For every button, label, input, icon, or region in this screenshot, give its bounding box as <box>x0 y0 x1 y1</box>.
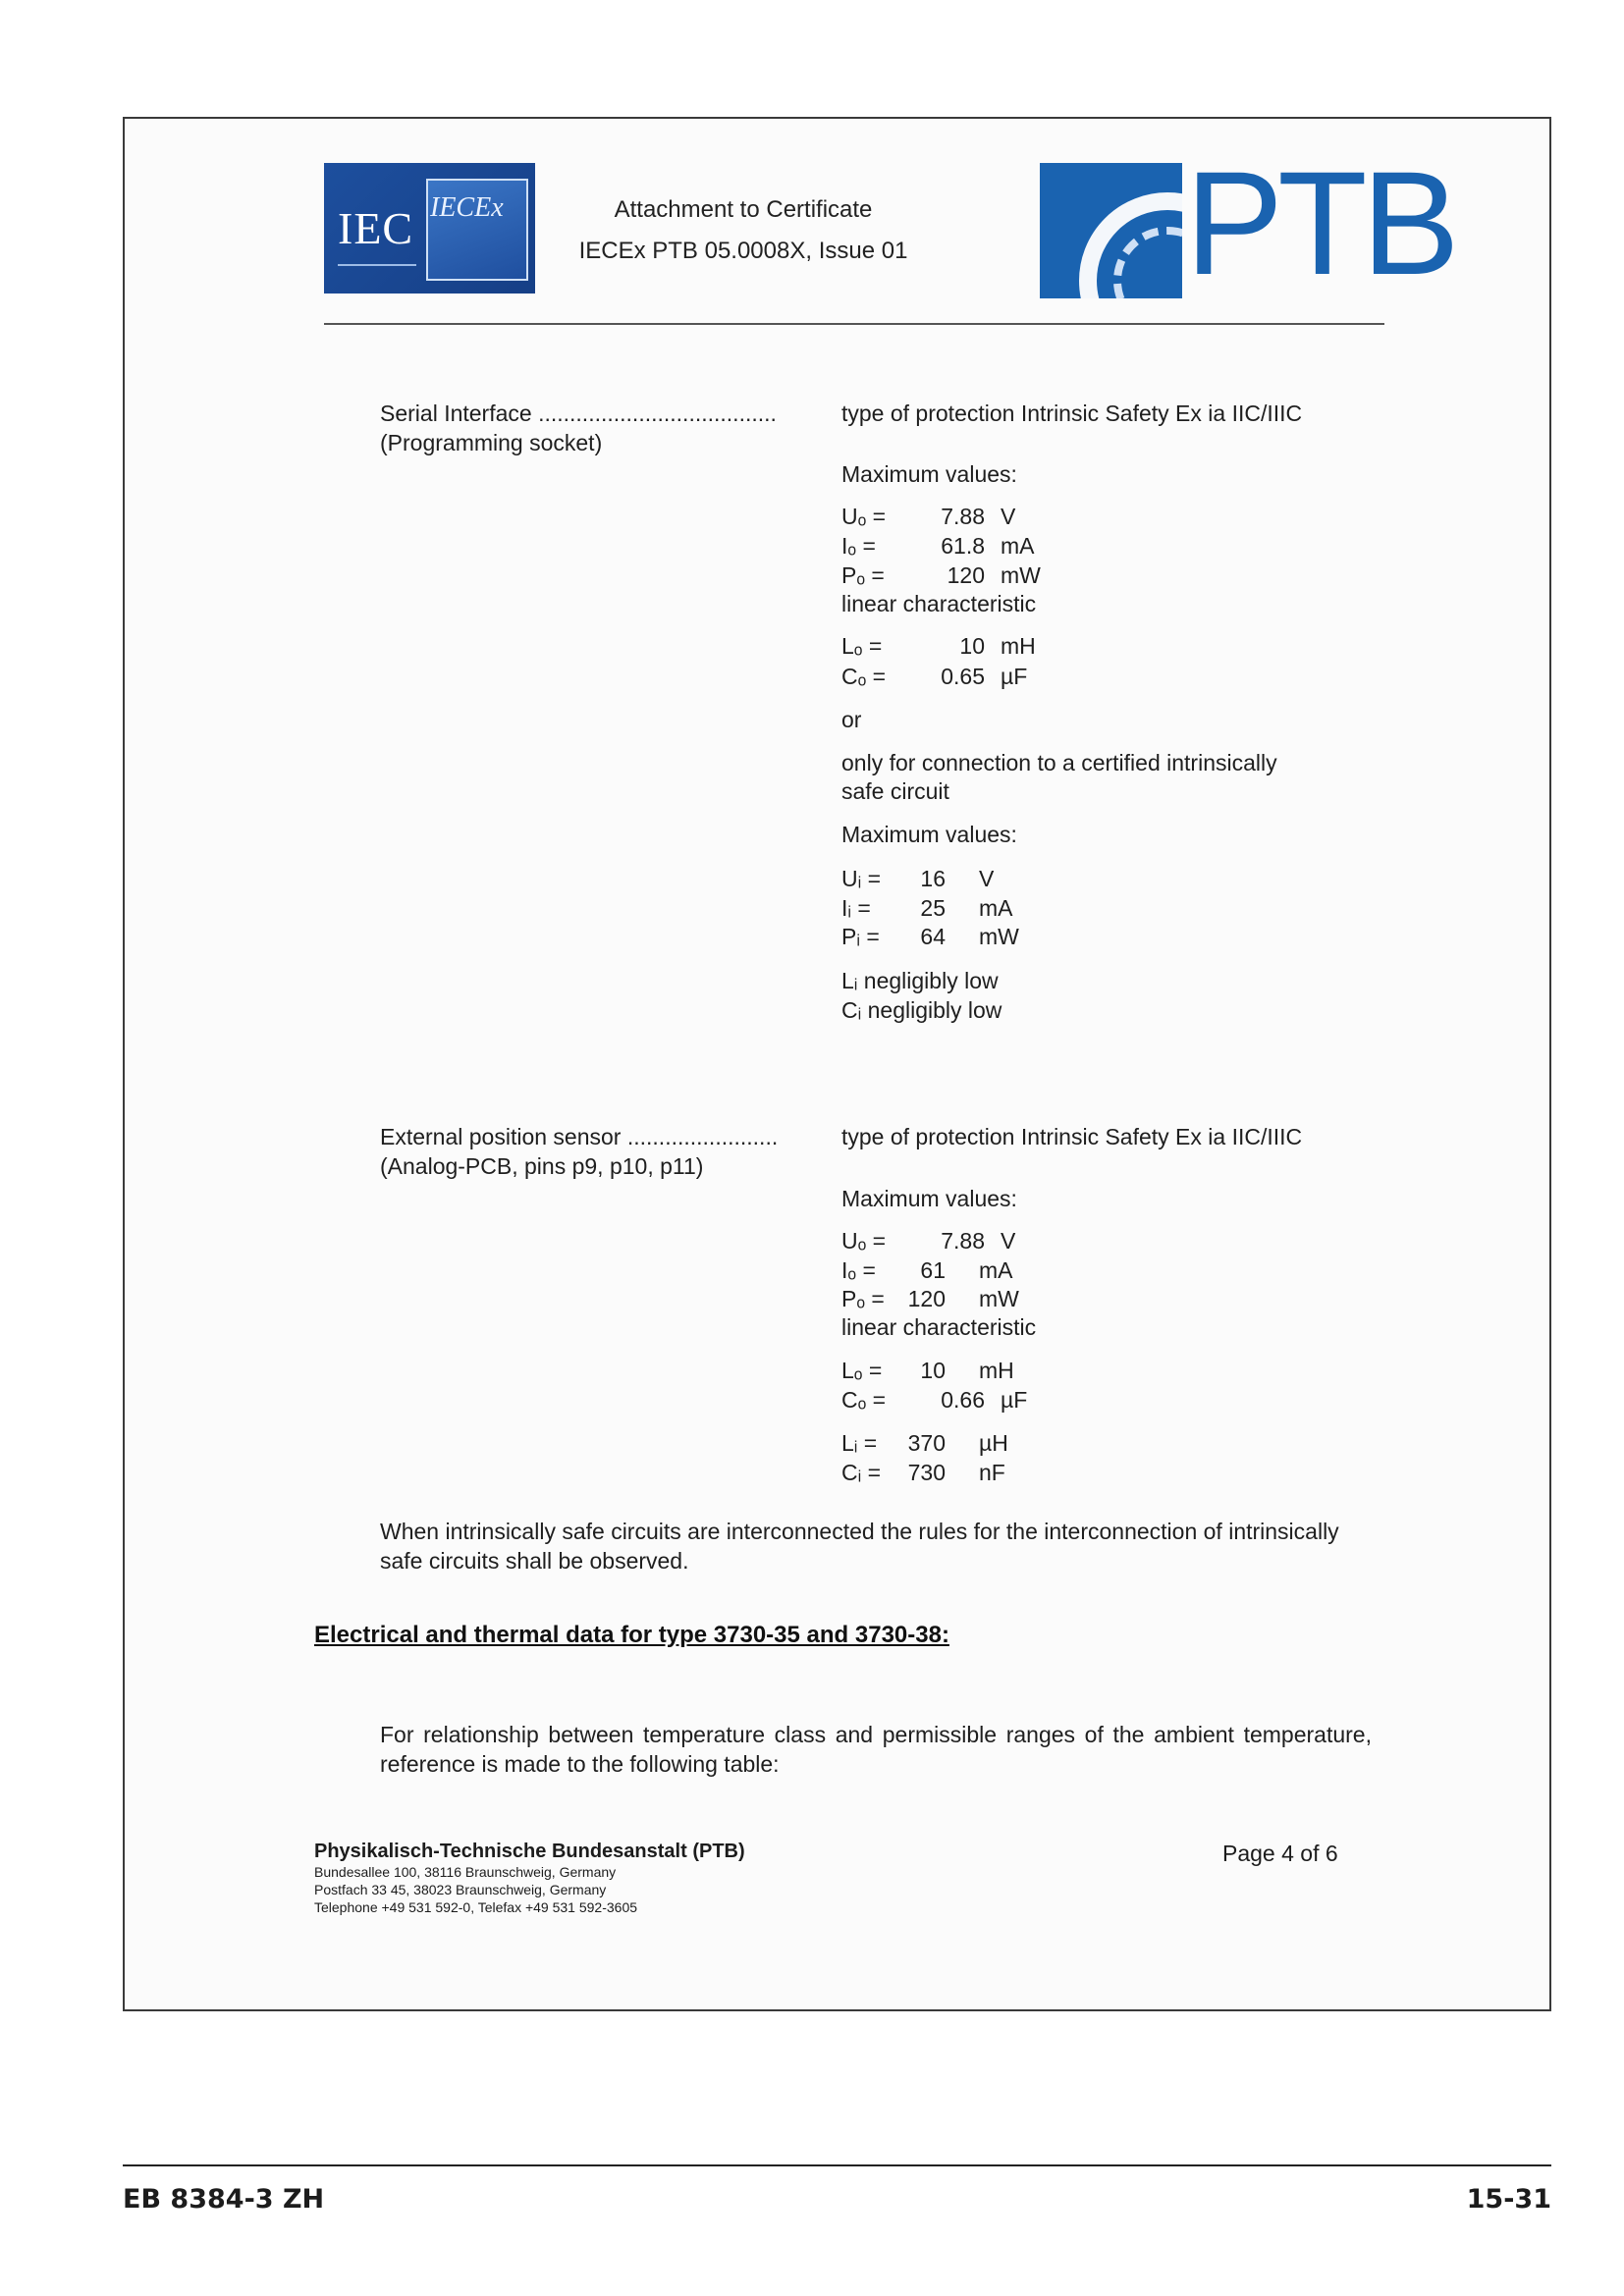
external-uo-row <box>841 1226 1015 1255</box>
external-max-values: Maximum values: <box>841 1186 1017 1211</box>
external-lo-val: 10 <box>920 1358 946 1383</box>
serial-lo-var: Lₒ = <box>841 633 883 659</box>
header-title-line1: Attachment to Certificate <box>614 196 873 223</box>
external-ci-row <box>841 1458 1005 1487</box>
header-title <box>547 189 940 272</box>
external-co-unit: µF <box>1001 1387 1028 1413</box>
serial-uo-var: Uₒ = <box>841 504 887 529</box>
serial-max-values: Maximum values: <box>841 461 1017 487</box>
external-co-val: 0.66 <box>941 1387 985 1413</box>
iec-logo-line <box>338 264 416 266</box>
serial-po-row <box>841 561 1041 590</box>
section-heading: Electrical and thermal data for type 3730-35 and 3730-38: <box>314 1622 949 1648</box>
footer-address-2: Postfach 33 45, 38023 Braunschweig, Germany <box>314 1882 607 1897</box>
header-divider <box>324 323 1384 325</box>
header-title-line2: IECEx PTB 05.0008X, Issue 01 <box>578 238 908 264</box>
external-co-var: Cₒ = <box>841 1387 887 1413</box>
document-id: EB 8384-3 ZH <box>123 2184 325 2215</box>
external-po-unit: mW <box>979 1286 1019 1311</box>
serial-co-val: 0.65 <box>941 664 985 689</box>
external-li-unit: µH <box>979 1430 1008 1456</box>
serial-only-line2: safe circuit <box>841 778 949 804</box>
external-protection: type of protection Intrinsic Safety Ex ia IIC/IIIC <box>841 1124 1303 1149</box>
serial-io-unit: mA <box>1001 533 1035 559</box>
serial-sublabel: (Programming socket) <box>380 430 603 455</box>
page-code: 15-31 <box>1466 2184 1551 2215</box>
footer-page-number: Page 4 of 6 <box>1222 1841 1338 1866</box>
serial-lo-unit: mH <box>1001 633 1036 659</box>
external-ci-var: Cᵢ = <box>841 1460 882 1485</box>
external-sublabel: (Analog-PCB, pins p9, p10, p11) <box>380 1153 704 1179</box>
serial-only-line1: only for connection to a certified intrinsically <box>841 750 1277 775</box>
external-io-val: 61 <box>920 1257 946 1283</box>
ptb-logo <box>1040 140 1454 305</box>
serial-uo-row <box>841 502 1015 531</box>
external-label: External position sensor ........................ <box>380 1124 779 1149</box>
serial-po-unit: mW <box>1001 562 1041 588</box>
interconnect-note: When intrinsically safe circuits are interconnected the rules for the interconnection of intrinsically safe circuits shall be observed. <box>380 1519 1339 1574</box>
serial-pi-row <box>841 922 1019 951</box>
serial-lo-val: 10 <box>959 633 985 659</box>
external-io-unit: mA <box>979 1257 1013 1283</box>
serial-ii-var: Iᵢ = <box>841 895 871 921</box>
serial-lo-row <box>841 631 1036 661</box>
serial-protection: type of protection Intrinsic Safety Ex ia IIC/IIIC <box>841 400 1303 426</box>
serial-ui-val: 16 <box>920 866 946 891</box>
external-uo-unit: V <box>1001 1228 1016 1254</box>
external-co-row <box>841 1385 1027 1415</box>
bottom-divider <box>123 2164 1551 2166</box>
serial-ii-val: 25 <box>920 895 946 921</box>
external-li-var: Lᵢ = <box>841 1430 878 1456</box>
serial-ci: Cᵢ negligibly low <box>841 997 1002 1023</box>
external-io-row <box>841 1255 1013 1285</box>
serial-ui-unit: V <box>979 866 995 891</box>
serial-pi-var: Pᵢ = <box>841 924 880 949</box>
serial-linear: linear characteristic <box>841 591 1037 616</box>
serial-ii-unit: mA <box>979 895 1013 921</box>
footer-address-1: Bundesallee 100, 38116 Braunschweig, Germany <box>314 1864 617 1880</box>
iec-logo <box>324 163 535 294</box>
serial-pi-unit: mW <box>979 924 1019 949</box>
serial-co-row <box>841 662 1027 691</box>
external-lo-unit: mH <box>979 1358 1014 1383</box>
serial-ii-row <box>841 893 1013 923</box>
serial-label: Serial Interface ...................................... <box>380 400 777 426</box>
serial-uo-unit: V <box>1001 504 1016 529</box>
external-po-val: 120 <box>907 1286 946 1311</box>
external-ci-val: 730 <box>907 1460 946 1485</box>
external-li-val: 370 <box>907 1430 946 1456</box>
serial-co-unit: µF <box>1001 664 1028 689</box>
external-uo-var: Uₒ = <box>841 1228 887 1254</box>
relationship-paragraph: For relationship between temperature class and permissible ranges of the ambient temperature, reference is made to the following table: <box>380 1722 1372 1777</box>
serial-uo-val: 7.88 <box>941 504 985 529</box>
external-li-row <box>841 1428 1008 1458</box>
serial-co-var: Cₒ = <box>841 664 887 689</box>
external-io-var: Iₒ = <box>841 1257 876 1283</box>
external-po-var: Pₒ = <box>841 1286 885 1311</box>
serial-po-val: 120 <box>947 562 985 588</box>
external-uo-val: 7.88 <box>941 1228 985 1254</box>
serial-max-values2: Maximum values: <box>841 822 1017 847</box>
footer-phone: Telephone +49 531 592-0, Telefax +49 531 592-3605 <box>314 1899 638 1915</box>
serial-or: or <box>841 707 862 732</box>
external-ci-unit: nF <box>979 1460 1005 1485</box>
serial-io-var: Iₒ = <box>841 533 876 559</box>
external-lo-row <box>841 1356 1014 1385</box>
serial-pi-val: 64 <box>920 924 946 949</box>
footer-org-name: Physikalisch-Technische Bundesanstalt (PTB) <box>314 1841 745 1862</box>
ptb-logo-text: PTB <box>1185 140 1454 305</box>
serial-po-var: Pₒ = <box>841 562 885 588</box>
serial-li: Lᵢ negligibly low <box>841 968 999 993</box>
iec-logo-text: IEC <box>338 203 414 253</box>
external-po-row <box>841 1284 1019 1313</box>
footer-organization <box>314 1841 745 1916</box>
external-linear: linear characteristic <box>841 1314 1037 1340</box>
ptb-logo-emblem <box>1040 163 1182 298</box>
external-lo-var: Lₒ = <box>841 1358 883 1383</box>
serial-io-val: 61.8 <box>941 533 985 559</box>
serial-io-row <box>841 531 1035 561</box>
iecex-logo-text: IECEx <box>430 192 504 223</box>
serial-ui-row <box>841 864 994 893</box>
serial-ui-var: Uᵢ = <box>841 866 882 891</box>
